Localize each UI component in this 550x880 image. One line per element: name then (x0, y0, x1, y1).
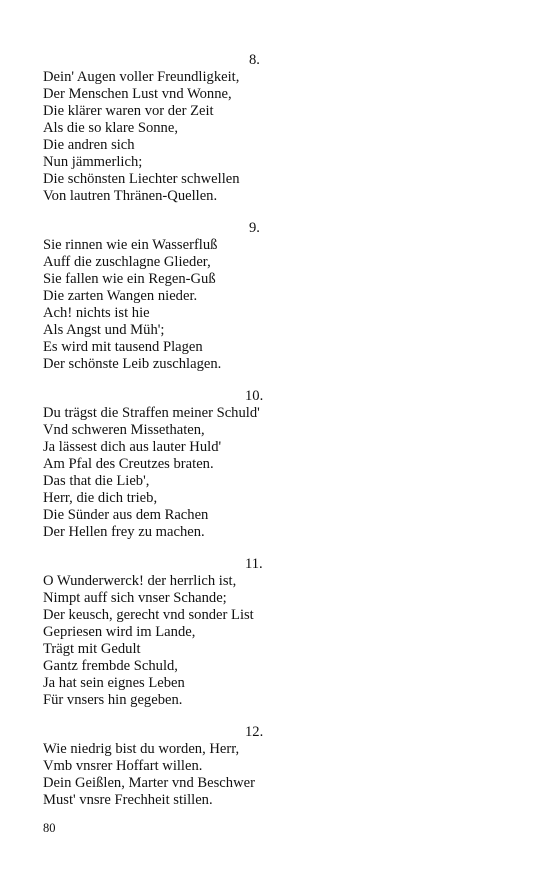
verse-line: Sie rinnen wie ein Wasserfluß (43, 237, 218, 253)
verse-line: Die schönsten Liechter schwellen (43, 171, 240, 187)
page-number: 80 (43, 821, 56, 835)
verse-line: Herr, die dich trieb, (43, 490, 158, 506)
verse-line: Wie niedrig bist du worden, Herr, (43, 741, 240, 757)
stanza (43, 405, 403, 541)
stanza-number: 10. (245, 388, 264, 404)
verse-line: Am Pfal des Creutzes braten. (43, 456, 214, 472)
stanza-number: 11. (245, 556, 263, 572)
verse-line: Die zarten Wangen nieder. (43, 288, 198, 304)
verse-line: Nun jämmerlich; (43, 154, 143, 170)
stanza-number: 9. (249, 220, 260, 236)
verse-line: Ja lässest dich aus lauter Huld' (43, 439, 222, 455)
verse-line: Der schönste Leib zuschlagen. (43, 356, 222, 372)
verse-line: Die Sünder aus dem Rachen (43, 507, 209, 523)
verse-line: Auff die zuschlagne Glieder, (43, 254, 211, 270)
verse-line: Ach! nichts ist hie (43, 305, 150, 321)
verse-line: Must' vnsre Frechheit stillen. (43, 792, 213, 808)
verse-line: Von lautren Thränen-Quellen. (43, 188, 218, 204)
verse-line: Als die so klare Sonne, (43, 120, 178, 136)
verse-line: Nimpt auff sich vnser Schande; (43, 590, 227, 606)
verse-line: Ja hat sein eignes Leben (43, 675, 185, 691)
verse-line: Der Menschen Lust vnd Wonne, (43, 86, 232, 102)
stanza-number: 8. (249, 52, 260, 68)
verse-line: Es wird mit tausend Plagen (43, 339, 203, 355)
verse-line: Der keusch, gerecht vnd sonder List (43, 607, 254, 623)
verse-line: Trägt mit Gedult (43, 641, 141, 657)
stanza (43, 573, 403, 709)
verse-line: Dein Geißlen, Marter vnd Beschwer (43, 775, 255, 791)
verse-line: Du trägst die Straffen meiner Schuld' (43, 405, 260, 421)
verse-line: O Wunderwerck! der herrlich ist, (43, 573, 237, 589)
verse-line: Gepriesen wird im Lande, (43, 624, 196, 640)
verse-line: Die klärer waren vor der Zeit (43, 103, 214, 119)
stanza-number: 12. (245, 724, 264, 740)
verse-line: Der Hellen frey zu machen. (43, 524, 205, 540)
verse-line: Vmb vnsrer Hoffart willen. (43, 758, 203, 774)
stanza (43, 237, 403, 373)
verse-line: Vnd schweren Missethaten, (43, 422, 205, 438)
verse-line: Die andren sich (43, 137, 135, 153)
verse-line: Dein' Augen voller Freundligkeit, (43, 69, 240, 85)
verse-line: Als Angst und Müh'; (43, 322, 165, 338)
verse-line: Gantz frembde Schuld, (43, 658, 178, 674)
stanza (43, 741, 403, 809)
verse-line: Für vnsers hin gegeben. (43, 692, 183, 708)
verse-line: Das that die Lieb', (43, 473, 150, 489)
verse-line: Sie fallen wie ein Regen-Guß (43, 271, 216, 287)
stanza (43, 69, 403, 205)
